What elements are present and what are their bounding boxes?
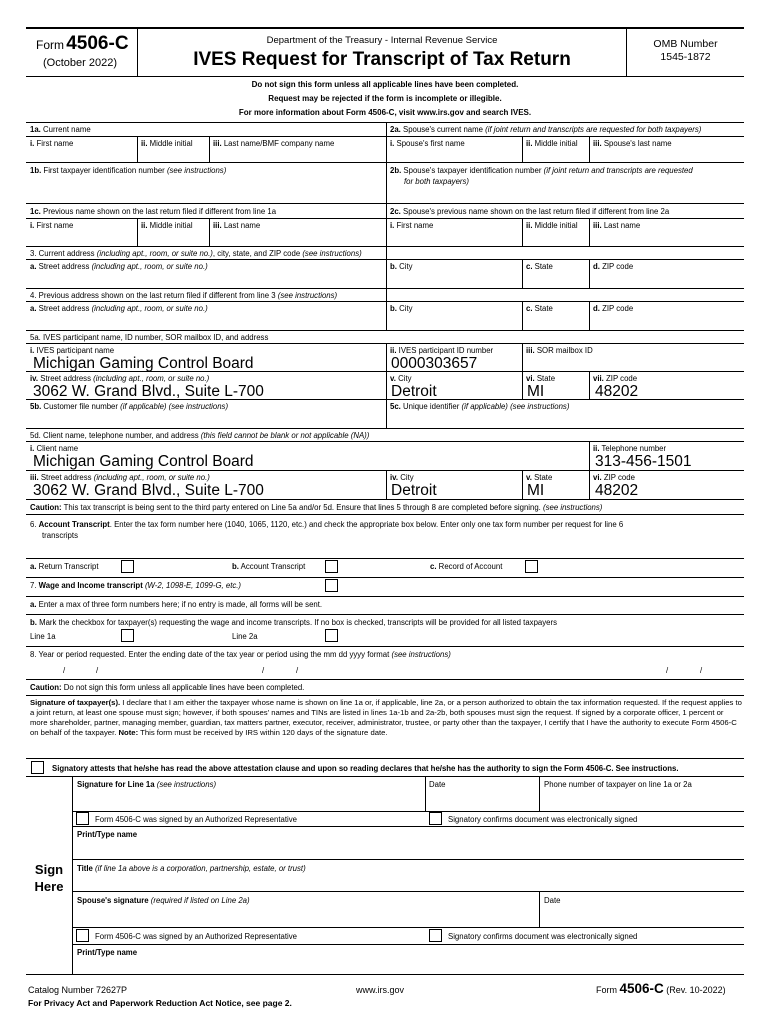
spouse-date-label: Date xyxy=(544,896,561,905)
line-1c-label: 1c. Previous name shown on the last return filed if different from line 1a xyxy=(30,207,277,216)
rule xyxy=(539,776,540,811)
rule xyxy=(26,577,744,578)
form-number: 4506-C xyxy=(66,33,129,54)
rule xyxy=(26,203,744,204)
line-5a-street-label: iv. Street address (including apt., room, or suite no.) xyxy=(30,374,210,383)
rule xyxy=(522,301,523,330)
spouse-signature-label: Spouse's signature (required if listed on Line 2a) xyxy=(77,896,250,905)
line-4-label: 4. Previous address shown on the last return filed if different from line 3 (see instructions) xyxy=(30,291,338,300)
signature-declaration: Signature of taxpayer(s). I declare that I am either the taxpayer whose name is shown on line 1a or, if applicable, line 2a, or a person authorized to obtain the tax information requested. If the request applies to a joint return, at least one spouse must sign; however, if both spouses' names and TINs are listed in lines 1a-1b and 2a-2b, both spouses must sign the request. If signed by a corporate officer, 1 percent or more shareholder, partner, managing member, guardian, tax matters partner, executor, receiver, administrator, trustee, or party other than the taxpayer, I certify that I have the authority to execute Form 4506-C on behalf of the taxpayer. Note: This form must be received by IRS within 120 days of the signature date. xyxy=(30,698,742,737)
line-3d-label: d. ZIP code xyxy=(593,262,634,271)
rule xyxy=(589,218,590,246)
line-6-label-cont: transcripts xyxy=(42,531,78,540)
rule xyxy=(72,944,744,945)
rule xyxy=(26,499,744,500)
attestation-text: Signatory attests that he/she has read the above attestation clause and upon so reading declares that he/she has the authority to sign the Form 4506-C. See instructions. xyxy=(52,764,679,773)
rule xyxy=(72,891,744,892)
taxpayer-phone-label: Phone number of taxpayer on line 1a or 2a xyxy=(544,780,692,789)
line-2c-label: 2c. Spouse's previous name shown on the last return filed if different from line 2a xyxy=(390,207,670,216)
auth-rep-checkbox-1[interactable] xyxy=(76,812,89,825)
line-5d-state-label: v. State xyxy=(526,473,553,482)
line-3c-label: c. State xyxy=(526,262,553,271)
rule xyxy=(26,428,744,429)
line-1c-first-label: i. First name xyxy=(30,221,74,230)
rule xyxy=(589,441,590,499)
rule xyxy=(72,811,744,812)
rule xyxy=(26,122,744,123)
rule xyxy=(26,514,744,515)
rule xyxy=(522,218,523,246)
line-1a-first-label: i. First name xyxy=(30,139,74,148)
line-5a-id-label: ii. IVES participant ID number xyxy=(390,346,494,355)
sig-line-1a-label: Signature for Line 1a (see instructions) xyxy=(77,780,217,789)
client-phone[interactable]: 313-456-1501 xyxy=(595,453,692,470)
line-1a-checkbox[interactable] xyxy=(121,629,134,642)
omb-label: OMB Number xyxy=(653,38,718,50)
sign-here-label: Sign Here xyxy=(34,862,64,894)
rule xyxy=(386,343,387,428)
date-slash: / xyxy=(666,666,669,675)
auth-rep-label-2: Form 4506-C was signed by an Authorized Representative xyxy=(95,932,297,941)
wage-income-checkbox[interactable] xyxy=(325,579,338,592)
footer-form-id: Form 4506-C (Rev. 10-2022) xyxy=(596,981,726,996)
line-1b-label: 1b. First taxpayer identification number (see instructions) xyxy=(30,166,227,175)
line-5d-city-label: iv. City xyxy=(390,473,414,482)
ives-street-address[interactable]: 3062 W. Grand Blvd., Suite L-700 xyxy=(33,383,264,400)
rule xyxy=(72,859,744,860)
rule xyxy=(26,695,744,696)
sig-date-label: Date xyxy=(429,780,446,789)
record-of-account-checkbox[interactable] xyxy=(525,560,538,573)
e-signed-checkbox-1[interactable] xyxy=(429,812,442,825)
line-5c-label: 5c. Unique identifier (if applicable) (see instructions) xyxy=(390,402,570,411)
line-4a-label: a. Street address (including apt., room, or suite no.) xyxy=(30,304,208,313)
auth-rep-label-1: Form 4506-C was signed by an Authorized Representative xyxy=(95,815,297,824)
rule xyxy=(386,288,387,330)
rule xyxy=(522,136,523,162)
rule xyxy=(26,646,744,647)
line-2a-checkbox[interactable] xyxy=(325,629,338,642)
e-signed-checkbox-2[interactable] xyxy=(429,929,442,942)
rule xyxy=(386,122,387,288)
date-slash: / xyxy=(63,666,66,675)
line-5d-name-label: i. Client name xyxy=(30,444,79,453)
line-4d-label: d. ZIP code xyxy=(593,304,634,313)
line-6a-label: a. Return Transcript xyxy=(30,562,99,571)
line-8-label: 8. Year or period requested. Enter the ending date of the tax year or period using the mm dd yyyy format (see instructions) xyxy=(30,650,451,659)
top-rule xyxy=(26,27,744,29)
print-name-label-2: Print/Type name xyxy=(77,948,138,957)
caution-do-not-sign: Caution: Do not sign this form unless all applicable lines have been completed. xyxy=(30,683,305,692)
irs-website: www.irs.gov xyxy=(356,985,405,995)
rule xyxy=(26,330,744,331)
line-5b-label: 5b. Customer file number (if applicable) (see instructions) xyxy=(30,402,229,411)
rule xyxy=(26,470,744,471)
line-5a-label: 5a. IVES participant name, ID number, SOR mailbox ID, and address xyxy=(30,333,269,342)
client-city[interactable]: Detroit xyxy=(391,482,437,499)
line-6c-label: c. Record of Account xyxy=(430,562,503,571)
line-2a-first-label: i. Spouse's first name xyxy=(390,139,465,148)
line-7-label: 7. Wage and Income transcript (W-2, 1098-E, 1099-G, etc.) xyxy=(30,581,242,590)
privacy-notice: For Privacy Act and Paperwork Reduction Act Notice, see page 2. xyxy=(28,998,292,1008)
rule xyxy=(26,441,744,442)
ives-state[interactable]: MI xyxy=(527,383,545,400)
rule xyxy=(386,470,387,499)
line-3-label: 3. Current address (including apt., room, or suite no.), city, state, and ZIP code (see instructions) xyxy=(30,249,362,258)
account-transcript-checkbox[interactable] xyxy=(325,560,338,573)
rule xyxy=(589,301,590,330)
rule xyxy=(522,343,523,399)
rule xyxy=(72,826,744,827)
line-5a-sor-label: iii. SOR mailbox ID xyxy=(526,346,593,355)
line-7b-label: b. Mark the checkbox for taxpayer(s) requesting the wage and income transcripts. If no box is checked, transcripts will be provided for all listed taxpayers xyxy=(30,618,557,627)
rule xyxy=(26,596,744,597)
line-5a-state-label: vi. State xyxy=(526,374,556,383)
rule xyxy=(26,776,744,777)
line-5d-label: 5d. Client name, telephone number, and address (this field cannot be blank or not applicable (NA)) xyxy=(30,431,370,440)
client-zip[interactable]: 48202 xyxy=(595,482,639,499)
rule xyxy=(26,614,744,615)
line-5d-street-label: iii. Street address (including apt., room, or suite no.) xyxy=(30,473,210,482)
line-5d-phone-label: ii. Telephone number xyxy=(593,444,667,453)
e-signed-label-1: Signatory confirms document was electronically signed xyxy=(448,815,638,824)
instruction-line-2: Request may be rejected if the form is incomplete or illegible. xyxy=(268,94,502,103)
ives-participant-id[interactable]: 0000303657 xyxy=(391,355,478,372)
line-5d-zip-label: vi. ZIP code xyxy=(593,473,635,482)
rule xyxy=(209,218,210,246)
rule xyxy=(26,162,744,163)
rule xyxy=(589,371,590,399)
form-number-block xyxy=(36,33,129,55)
line-3a-label: a. Street address (including apt., room, or suite no.) xyxy=(30,262,208,271)
rule xyxy=(589,136,590,162)
caution-third-party: Caution: This tax transcript is being sent to the third party entered on Line 5a and/or 5d. Ensure that lines 5 through 8 are completed before signing. (see instructions) xyxy=(30,503,603,512)
ives-city[interactable]: Detroit xyxy=(391,383,437,400)
line-3b-label: b. City xyxy=(390,262,413,271)
line-2a-checkbox-label: Line 2a xyxy=(232,632,258,641)
ives-zip[interactable]: 48202 xyxy=(595,383,639,400)
rule xyxy=(26,246,744,247)
rule xyxy=(137,136,138,162)
line-4b-label: b. City xyxy=(390,304,413,313)
e-signed-label-2: Signatory confirms document was electronically signed xyxy=(448,932,638,941)
line-5a-zip-label: vii. ZIP code xyxy=(593,374,638,383)
rule xyxy=(26,301,744,302)
line-2a-last-label: iii. Spouse's last name xyxy=(593,139,672,148)
page-title: IVES Request for Transcript of Tax Return xyxy=(193,49,571,70)
rule xyxy=(26,136,744,137)
title-label: Title (if line 1a above is a corporation, partnership, estate, or trust) xyxy=(77,864,306,873)
date-slash: / xyxy=(96,666,99,675)
form-revision: (October 2022) xyxy=(43,57,117,69)
date-slash: / xyxy=(700,666,703,675)
line-1c-middle-label: ii. Middle initial xyxy=(141,221,193,230)
line-6-label: 6. Account Transcript. Enter the tax form number here (1040, 1065, 1120, etc.) and check the appropriate box below. Enter only one tax form number per request for line 6 xyxy=(30,520,624,529)
instruction-line-3: For more information about Form 4506-C, visit www.irs.gov and search IVES. xyxy=(238,108,532,117)
rule xyxy=(137,218,138,246)
rule xyxy=(26,288,744,289)
rule xyxy=(26,758,744,759)
rule xyxy=(589,259,590,288)
line-1a-last-label: iii. Last name/BMF company name xyxy=(213,139,335,148)
return-transcript-checkbox[interactable] xyxy=(121,560,134,573)
catalog-number: Catalog Number 72627P xyxy=(28,985,128,995)
rule xyxy=(26,558,744,559)
client-name[interactable]: Michigan Gaming Control Board xyxy=(33,453,254,470)
client-street-address[interactable]: 3062 W. Grand Blvd., Suite L-700 xyxy=(33,482,264,499)
date-slash: / xyxy=(296,666,299,675)
rule xyxy=(522,259,523,288)
date-slash: / xyxy=(262,666,265,675)
line-5a-city-label: v. City xyxy=(390,374,412,383)
rule xyxy=(209,136,210,162)
rule xyxy=(72,927,744,928)
line-2c-first-label: i. First name xyxy=(390,221,434,230)
rule xyxy=(539,891,540,927)
line-6b-label: b. Account Transcript xyxy=(232,562,306,571)
rule xyxy=(522,470,523,499)
line-2b-label-cont: for both taxpayers) xyxy=(404,177,470,186)
department-name: Department of the Treasury - Internal Revenue Service xyxy=(266,35,498,46)
omb-number: 1545-1872 xyxy=(660,51,711,63)
line-1a-checkbox-label: Line 1a xyxy=(30,632,56,641)
line-4c-label: c. State xyxy=(526,304,553,313)
rule xyxy=(26,259,744,260)
line-2b-label: 2b. Spouse's taxpayer identification number (if joint return and transcripts are requested xyxy=(390,166,693,175)
client-state[interactable]: MI xyxy=(527,482,545,499)
form-word: Form xyxy=(36,38,64,52)
line-1a-label: 1a. Current name xyxy=(30,125,91,134)
rule xyxy=(26,679,744,680)
line-1a-middle-label: ii. Middle initial xyxy=(141,139,193,148)
line-2c-middle-label: ii. Middle initial xyxy=(526,221,578,230)
ives-participant-name[interactable]: Michigan Gaming Control Board xyxy=(33,355,254,372)
line-5a-name-label: i. IVES participant name xyxy=(30,346,115,355)
rule xyxy=(425,776,426,811)
header-bottom-rule xyxy=(26,76,744,77)
rule xyxy=(26,343,744,344)
print-name-label-1: Print/Type name xyxy=(77,830,138,839)
rule xyxy=(26,218,744,219)
attestation-checkbox[interactable] xyxy=(31,761,44,774)
instruction-line-1: Do not sign this form unless all applicable lines have been completed. xyxy=(251,80,519,89)
rule xyxy=(26,974,744,975)
auth-rep-checkbox-2[interactable] xyxy=(76,929,89,942)
line-2a-label: 2a. Spouse's current name (if joint return and transcripts are requested for both taxpayers) xyxy=(390,125,702,134)
line-7a-label: a. Enter a max of three form numbers here; if no entry is made, all forms will be sent. xyxy=(30,600,323,609)
line-2a-middle-label: ii. Middle initial xyxy=(526,139,578,148)
line-2c-last-label: iii. Last name xyxy=(593,221,641,230)
line-1c-last-label: iii. Last name xyxy=(213,221,261,230)
